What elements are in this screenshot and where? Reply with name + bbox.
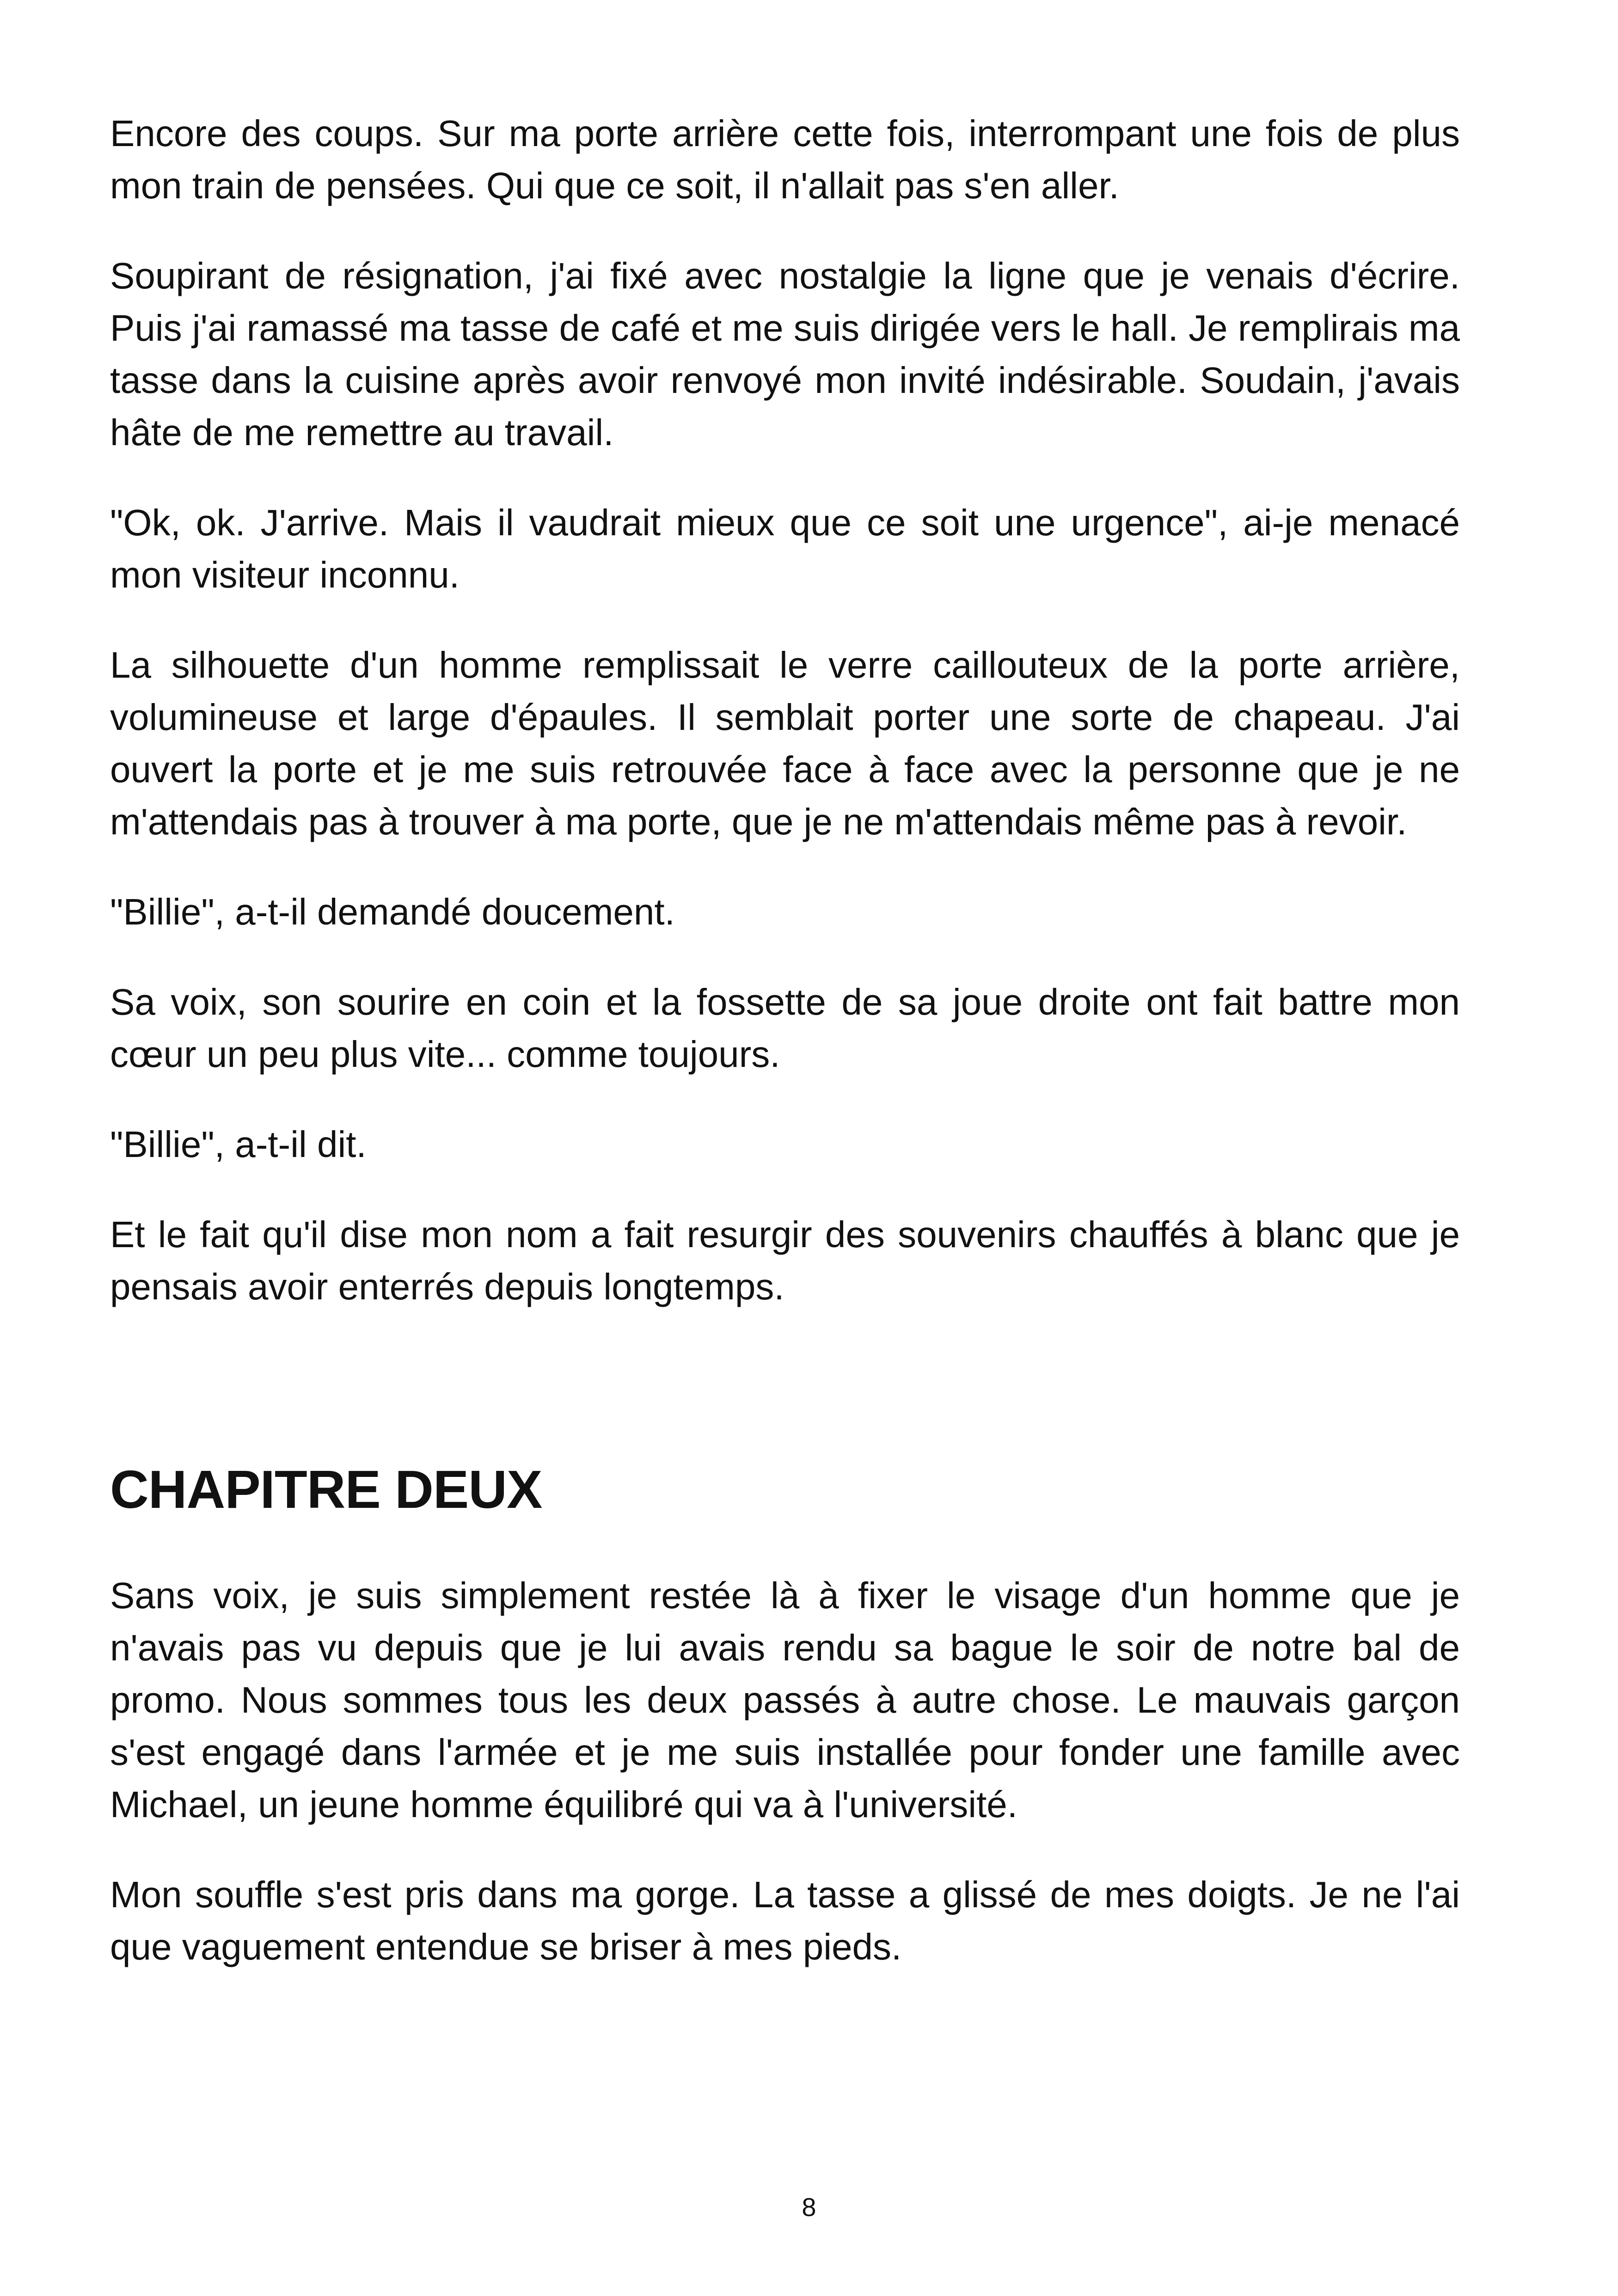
paragraph: La silhouette d'un homme remplissait le verre caillouteux de la porte arrière, volumineuse et large d'épaules. Il semblait porter une sorte de chapeau. J'ai ouvert la porte et je me suis retrouvée face à face avec la personne que je ne m'attendais pas à trouver à ma porte, que je ne m'attendais même pas à revoir. (110, 644, 1460, 842)
paragraph: "Billie", a-t-il dit. (110, 1124, 367, 1165)
paragraph: Soupirant de résignation, j'ai fixé avec nostalgie la ligne que je venais d'écrire. Puis j'ai ramassé ma tasse de café et me suis dirigée vers le hall. Je remplirais ma tasse dans la cuisine après avoir renvoyé mon invité indésirable. Soudain, j'avais hâte de me remettre au travail. (110, 255, 1460, 453)
paragraph: "Ok, ok. J'arrive. Mais il vaudrait mieux que ce soit une urgence", ai-je menacé mon visiteur inconnu. (110, 502, 1460, 595)
paragraph: Sa voix, son sourire en coin et la fossette de sa joue droite ont fait battre mon cœur un peu plus vite... comme toujours. (110, 981, 1460, 1075)
paragraph: Et le fait qu'il dise mon nom a fait resurgir des souvenirs chauffés à blanc que je pensais avoir enterrés depuis longtemps. (110, 1214, 1460, 1307)
chapter-title: CHAPITRE DEUX (110, 1459, 542, 1519)
page-content (110, 107, 1460, 2011)
paragraph: Encore des coups. Sur ma porte arrière cette fois, interrompant une fois de plus mon train de pensées. Qui que ce soit, il n'allait pas s'en aller. (110, 113, 1460, 206)
paragraph: Mon souffle s'est pris dans ma gorge. La tasse a glissé de mes doigts. Je ne l'ai que vaguement entendue se briser à mes pieds. (110, 1874, 1460, 1967)
paragraph: "Billie", a-t-il demandé doucement. (110, 891, 675, 932)
page-number: 8 (802, 2192, 816, 2222)
paragraph: Sans voix, je suis simplement restée là à fixer le visage d'un homme que je n'avais pas vu depuis que je lui avais rendu sa bague le soir de notre bal de promo. Nous sommes tous les deux passés à autre chose. Le mauvais garçon s'est engagé dans l'armée et je me suis installée pour fonder une famille avec Michael, un jeune homme équilibré qui va à l'université. (110, 1575, 1460, 1825)
